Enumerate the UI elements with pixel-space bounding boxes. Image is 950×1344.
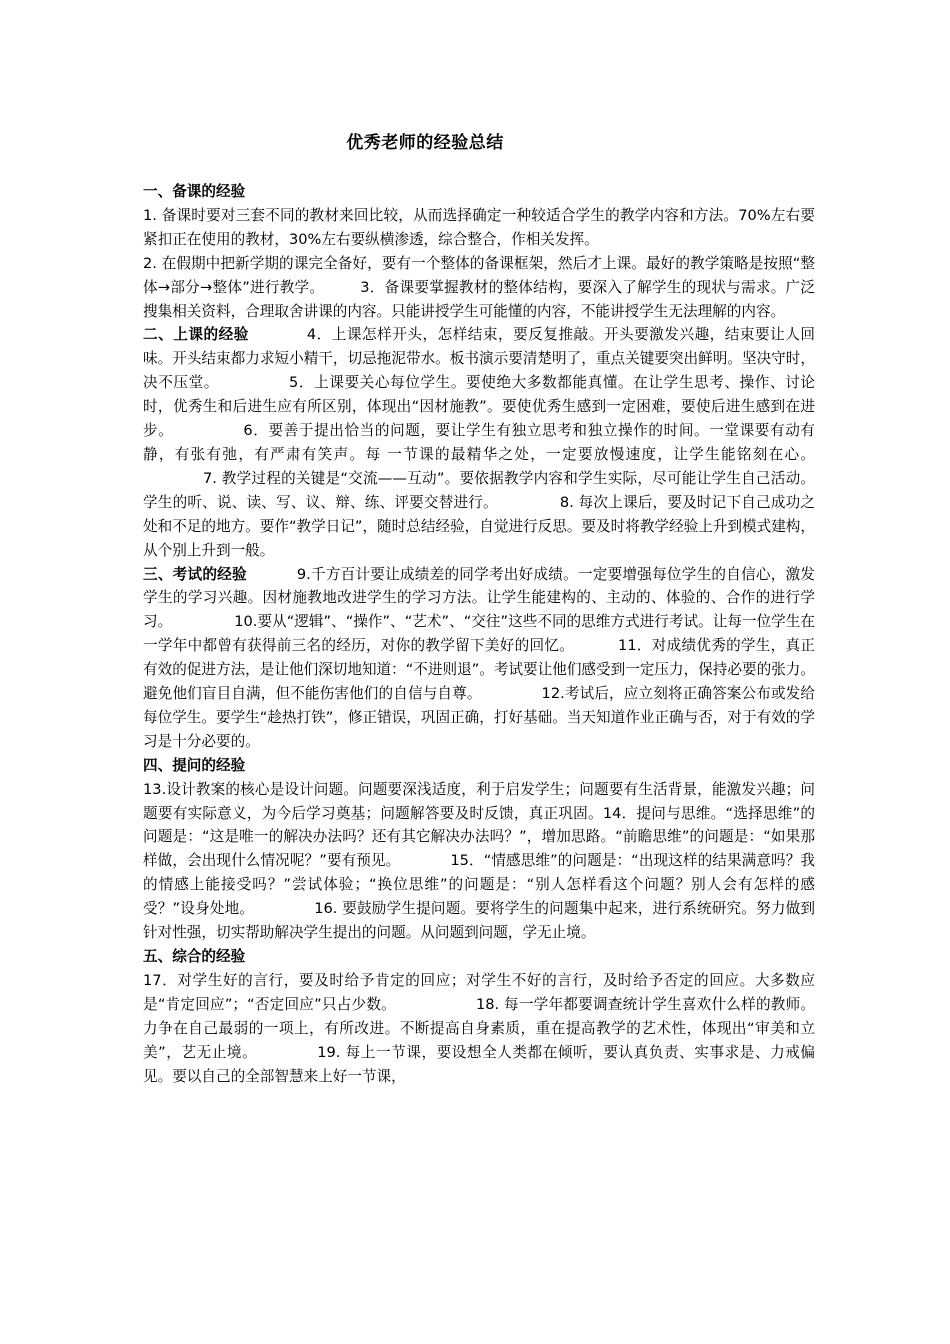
section-heading: 四、提问的经验 xyxy=(143,756,246,774)
section-1 xyxy=(143,180,815,204)
item-9: 9.千方百计要让成绩差的同学考出好成绩。一定要增强每位学生的自信心，激发学生的学习兴趣。因材施教地改进学生的学习方法。让学生能建构的、主动的、体验的、合作的进行学习。 xyxy=(143,565,815,631)
section-5 xyxy=(143,945,815,969)
item-13: 13.设计教案的核心是设计问题。问题要深浅适度，利于启发学生；问题要有生活背景，能激发兴趣；问题要有实际意义，为今后学习奠基；问题解答要及时反馈，真正巩固。 xyxy=(143,780,815,822)
section-heading: 三、考试的经验 xyxy=(143,565,247,583)
item-1: 1. 备课时要对三套不同的教材来回比较，从而选择确定一种较适合学生的教学内容和方法。70%左右要紧扣正在使用的教材，30%左右要纵横渗透，综合整合，作相关发挥。 xyxy=(143,206,815,248)
item-3: 3．备课要掌握教材的整体结构，要深入了解学生的现状与需求。广泛搜集相关资料，合理取舍讲课的内容。只能讲授学生可能懂的内容，不能讲授学生无法理解的内容。 xyxy=(143,278,815,320)
item-8: 8. 每次上课后，要及时记下自己成功之处和不足的地方。要作“教学日记”，随时总结经验，自觉进行反思。要及时将教学经验上升到模式建构，从个别上升到一般。 xyxy=(143,493,815,559)
paragraph-2 xyxy=(143,252,815,324)
item-6: 6．要善于提出恰当的问题，要让学生有独立思考和独立操作的时间。一堂课要有动有静，有张有弛，有严肃有笑声。每 一节课的最精华之处，一定要放慢速度，让学生能铭刻在心。 xyxy=(143,422,815,463)
item-5: 5．上课要关心每位学生。要使绝大多数都能真懂。在让学生思考、操作、讨论时，优秀生和后进生应有所区别，体现出“因材施教”。要使优秀生感到一定困难，要使后进生感到在进步。 xyxy=(143,374,815,440)
item-17: 17．对学生好的言行，要及时给予肯定的回应；对学生不好的言行，及时给予否定的回应。大多数应是“肯定回应”；“否定回应”只占少数。 xyxy=(143,971,815,1013)
item-15: 15．“情感思维”的问题是：“出现这样的结果满意吗？我的情感上能接受吗？”尝试体验；“换位思维”的问题是：“别人怎样看这个问题？别人会有怎样的感受？”设身处地。 xyxy=(143,852,815,918)
paragraph-1 xyxy=(143,204,815,252)
paragraph-4 xyxy=(143,563,815,754)
item-7: 7. 教学过程的关键是“交流——互动”。要依据教学内容和学生实际，尽可能让学生自己活动。学生的听、说、读、写、议、辩、练、评要交替进行。 xyxy=(143,469,815,511)
section-heading: 二、上课的经验 xyxy=(143,326,249,344)
title-text: 优秀老师的经验总结 xyxy=(346,133,504,153)
item-14: 14．提问与思维。“选择思维”的问题是：“这是唯一的解决办法吗？还有其它解决办法吗？”，增加思路。“前瞻思维”的问题是：“如果那样做，会出现什么情况呢？”要有预见。 xyxy=(143,804,815,870)
section-4 xyxy=(143,754,815,778)
paragraph-3 xyxy=(143,323,815,562)
item-16: 16. 要鼓励学生提问题。要将学生的问题集中起来，进行系统研究。努力做到针对性强，切实帮助解决学生提出的问题。从问题到问题，学无止境。 xyxy=(143,900,815,942)
item-11: 11．对成绩优秀的学生，真正有效的促进方法，是让他们深切地知道：“不进则退”。考试要让他们感受到一定压力，保持必要的张力。避免他们盲目自满，但不能伤害他们的自信与自尊。 xyxy=(143,637,815,703)
item-10: 10.要从“逻辑”、“操作”、“艺术”、“交往”这些不同的思维方式进行考试。让每一位学生在一学年中都曾有获得前三名的经历，对你的教学留下美好的回忆。 xyxy=(143,613,815,655)
section-heading: 一、备课的经验 xyxy=(143,183,246,200)
item-19: 19. 每上一节课，要设想全人类都在倾听，要认真负责、实事求是、力戒偏见。要以自己的全部智慧来上好一节课， xyxy=(143,1043,815,1085)
item-4: 4．上课怎样开头，怎样结束，要反复推敲。开头要激发兴趣，结束要让人回味。开头结束都力求短小精干，切忌拖泥带水。板书演示要清楚明了，重点关键要突出鲜明。坚决守时，决不压堂。 xyxy=(143,326,815,392)
document-body xyxy=(143,180,815,1088)
section-heading: 五、综合的经验 xyxy=(143,948,246,965)
item-2: 2. 在假期中把新学期的课完全备好，要有一个整体的备课框架，然后才上课。最好的教学策略是按照“整体→部分→整体”进行教学。 xyxy=(143,254,815,296)
paragraph-5 xyxy=(143,778,815,945)
page-title xyxy=(0,128,950,153)
item-18: 18. 每一学年都要调查统计学生喜欢什么样的教师。力争在自己最弱的一项上，有所改进。不断提高自身素质，重在提高教学的艺术性，体现出“审美和立美”，艺无止境。 xyxy=(143,995,815,1061)
item-12: 12.考试后，应立刻将正确答案公布或发给每位学生。要学生“趁热打铁”，修正错误，巩固正确，打好基础。当天知道作业正确与否，对于有效的学习是十分必要的。 xyxy=(143,685,815,750)
paragraph-6 xyxy=(143,969,815,1089)
